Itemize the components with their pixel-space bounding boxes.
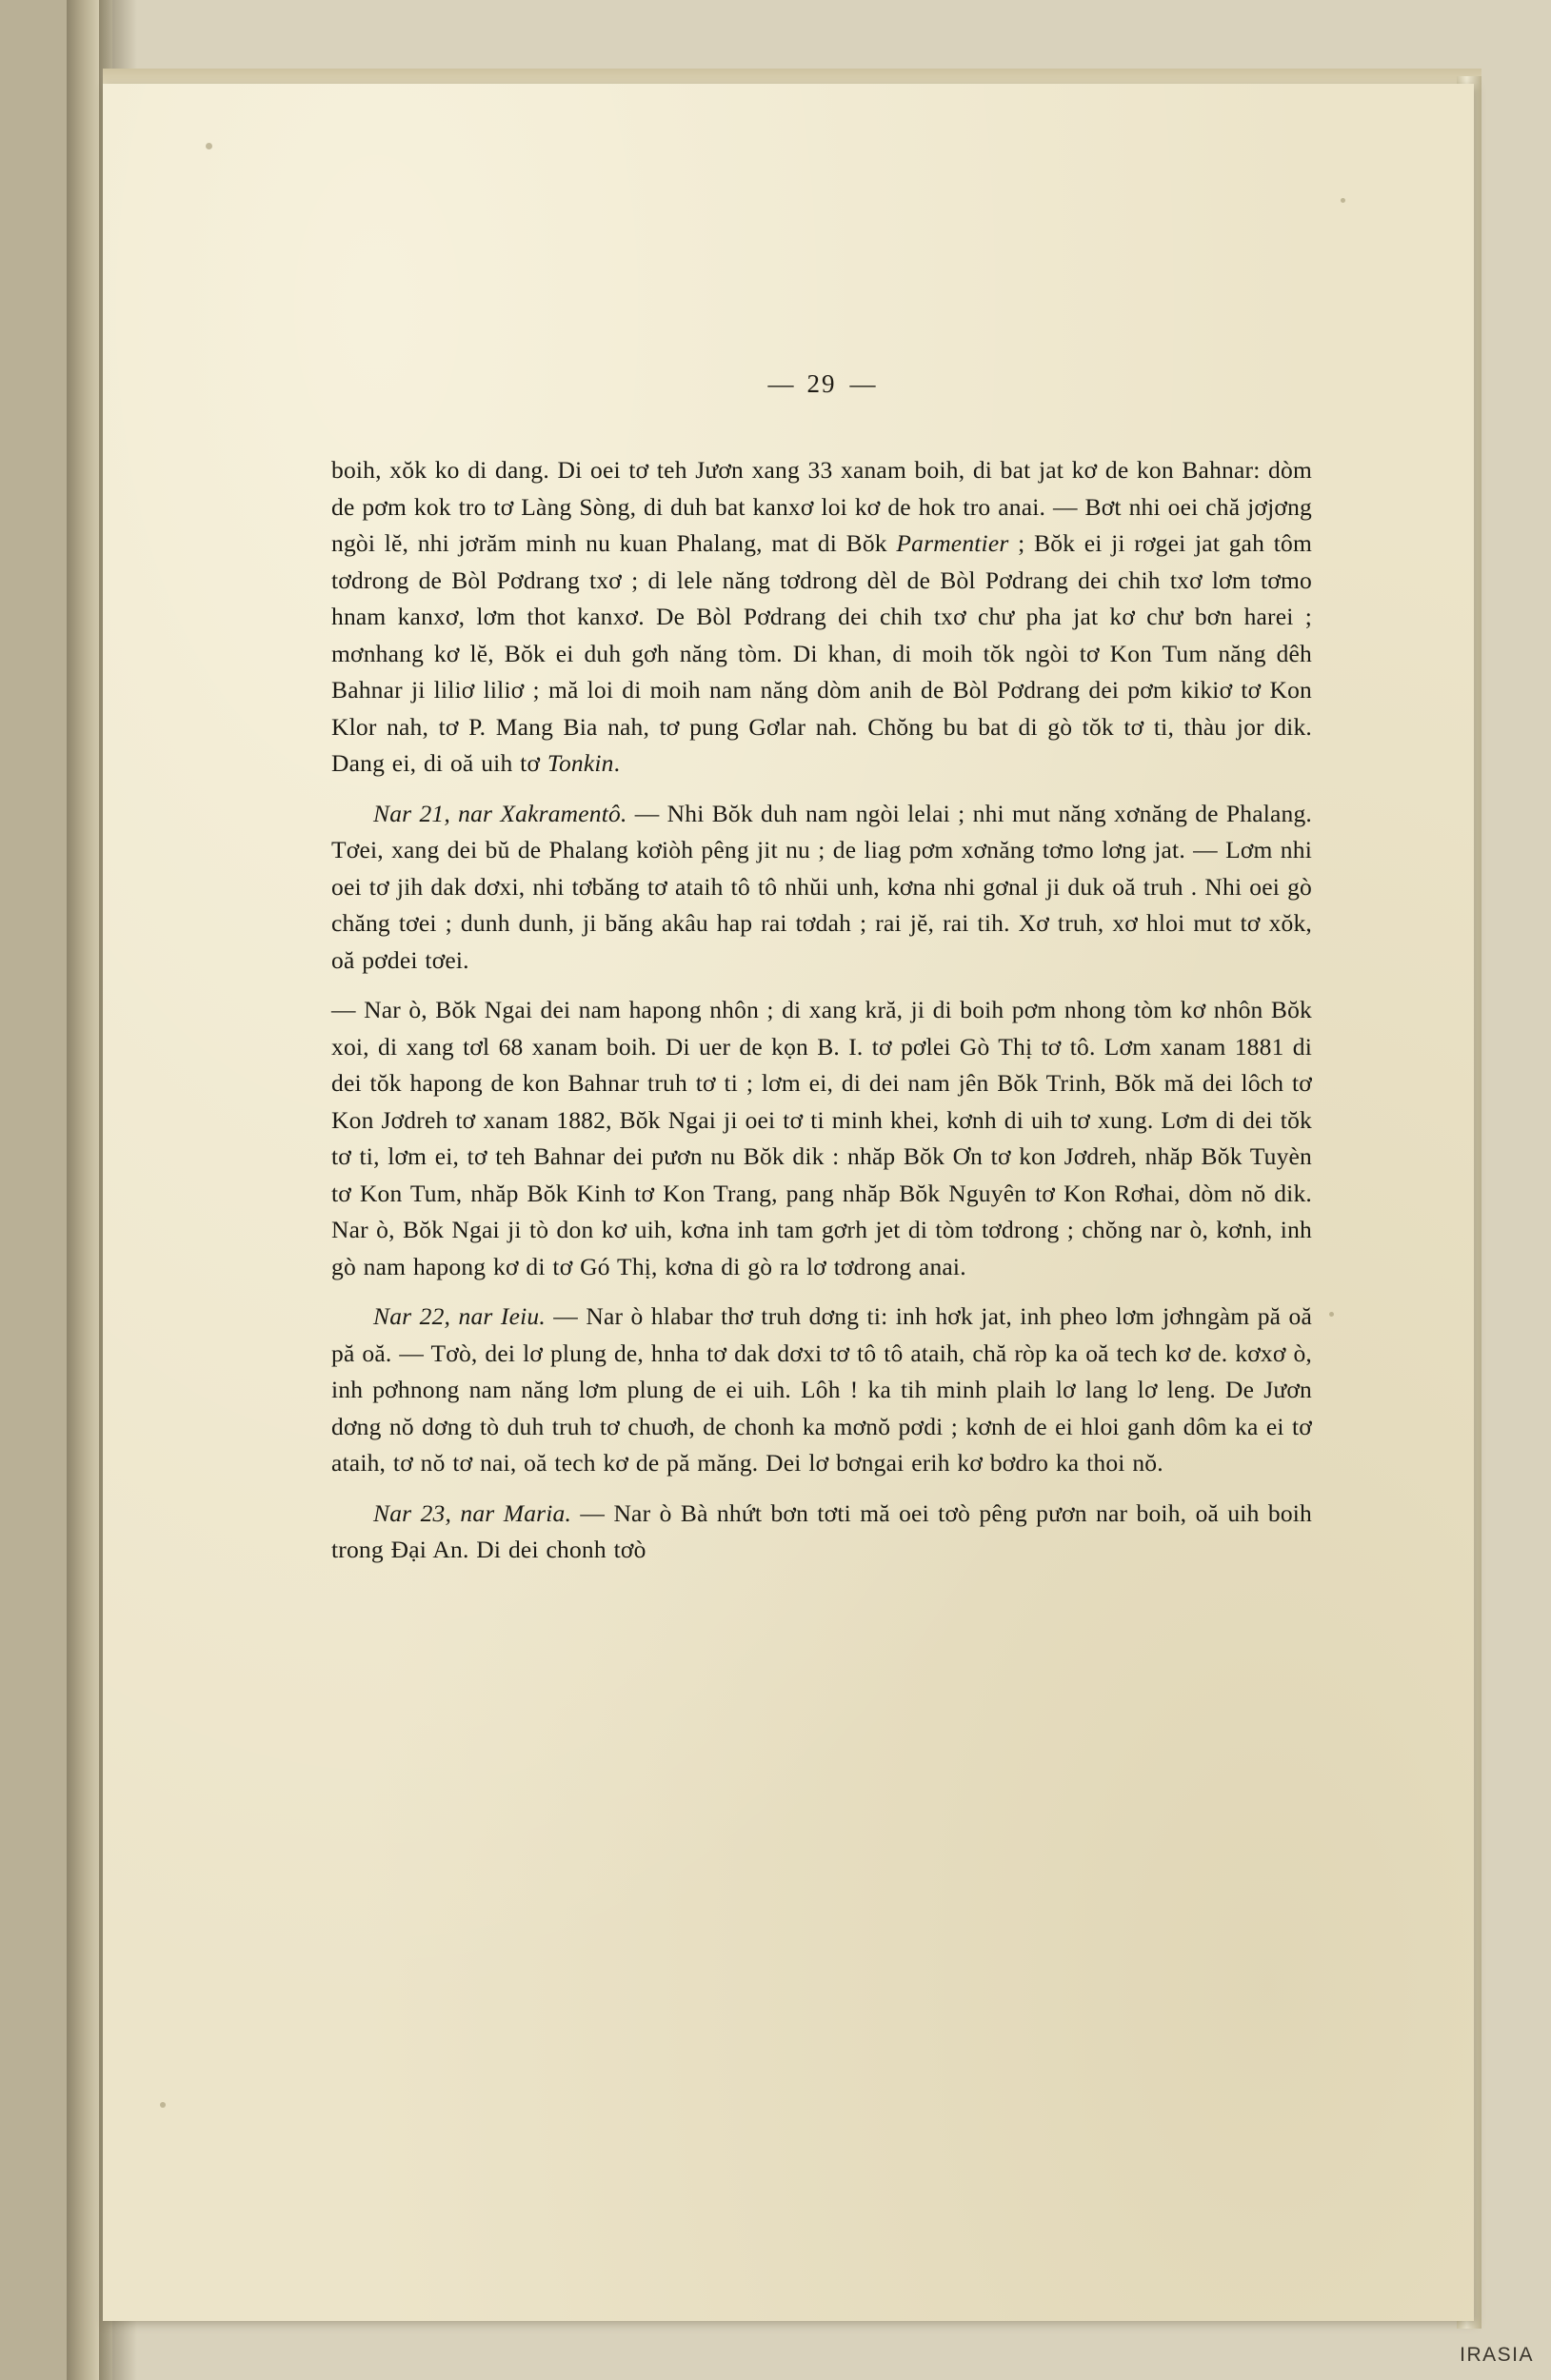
body-paragraph: Nar 23, nar Maria. — Nar ò Bà nhứt bơn tơti mă oei tơò pêng pươn nar boih, oă uih boih trong Đại An. Di dei chonh tơò <box>331 1498 1313 1563</box>
watermark-label: IRASIA <box>1460 2344 1534 2366</box>
paper-speck <box>1341 198 1345 203</box>
folio-dash-right: — <box>849 369 876 398</box>
body-paragraph: — Nar ò, Bŏk Ngai dei nam hapong nhôn ; di xang kră, ji di boih pơm nhong tòm kơ nhôn Bŏk xoi, di xang tơl 68 xanam boih. Di uer de kọn B. I. tơ pơlei Gò Thị tơ tô. Lơm xanam 1881 di dei tŏk hapong de kon Bahnar truh tơ ti ; lơm ei, di dei nam jên Bŏk Trinh, Bŏk mă dei lôch tơ Kon Jơdreh tơ xanam 1882, Bŏk Ngai ji oei tơ ti minh khei, kơnh di uih tơ xung. Lơm di dei tŏk tơ ti, lơm ei, tơ teh Bahnar dei pươn nu Bŏk dik : nhăp Bŏk Ơn tơ kon Jơdreh, nhăp Bŏk Tuyèn tơ Kon Tum, nhăp Bŏk Kinh tơ Kon Trang, pang nhăp Bŏk Nguyên tơ Kon Rơhai, dòm nŏ dik. Nar ò, Bŏk Ngai ji tò don kơ uih, kơna inh tam gơrh jet di tòm tơdrong ; chŏng nar ò, kơnh, inh gò nam hapong kơ di tơ Gó Thị, kơna di gò ra lơ tơdrong anai. <box>331 996 1312 1280</box>
page-folio <box>331 369 1312 399</box>
body-paragraph: boih, xŏk ko di dang. Di oei tơ teh Jươn xang 33 xanam boih, di bat jat kơ de kon Bahnar: dòm de pơm kok tro tơ Làng Sòng, di duh bat kanxơ loi kơ de hok tro anai. — Bơt nhi oei chă jơjơng ngòi lĕ, nhi jơrăm minh nu kuan Phalang, mat di Bŏk Parmentier ; Bŏk ei ji rơgei jat gah tôm tơdrong de Bòl Pơdrang txơ ; di lele năng tơdrong dèl de Bòl Pơdrang dei chih txơ lơm tơmo hnam kanxơ, lơm thot kanxơ. De Bòl Pơdrang dei chih txơ chư pha jat kơ chư bơn harei ; mơnhang kơ lĕ, Bŏk ei duh gơh năng tòm. Di khan, di moih tŏk ngòi tơ Kon Tum năng dêh Bahnar ji liliơ liliơ ; mă loi di moih nam năng dòm anih de Bòl Pơdrang dei pơm kikiơ tơ Kon Klor nah, tơ P. Mang Bia nah, tơ pung Gơlar nah. Chŏng bu bat di gò tŏk tơ ti, thàu jor dik. Dang ei, di oă uih tơ Tonkin. <box>331 456 1312 777</box>
folio-dash-left: — <box>767 369 794 398</box>
page-text-column <box>331 369 1312 1582</box>
paper-speck <box>1329 1312 1334 1317</box>
book-page <box>103 84 1474 2321</box>
paper-speck <box>160 2102 166 2108</box>
body-paragraph: Nar 21, nar Xakramentô. — Nhi Bŏk duh nam ngòi lelai ; nhi mut năng xơnăng de Phalang. Tơei, xang dei bŭ de Phalang kơiòh pêng jit nu ; de liag pơm xơnăng tơmo lơng jat. — Lơm nhi oei tơ jih dak dơxi, nhi tơbăng tơ ataih tô tô nhŭi unh, kơna nhi gơnal ji duk oă truh . Nhi oei gò chăng tơei ; dunh dunh, ji băng akâu hap rai tơdah ; rai jĕ, rai tih. Xơ truh, xơ hloi mut tơ xŏk, oă pơdei tơei. <box>331 799 1312 974</box>
folio-number: 29 <box>806 369 837 398</box>
paper-speck <box>206 143 212 149</box>
body-paragraph: Nar 22, nar Ieiu. — Nar ò hlabar thơ truh dơng ti: inh hơk jat, inh pheo lơm jơhngàm pă oă pă oă. — Tơò, dei lơ plung de, hnha tơ dak dơxi tơ tô tô ataih, chă ròp ka oă tech kơ de. kơxơ ò, inh pơhnong nam năng lơm plung de ei uih. Lôh ! ka tih minh plaih lơ lang lơ leng. De Jươn dơng nŏ dơng tò duh truh tơ chuơh, de chonh ka mơnŏ pơdi ; kơnh de ei hloi ganh dôm ka ei tơ ataih, tơ nŏ tơ nai, oă tech kơ de pă măng. Dei lơ bơngai erih kơ bơdro ka thoi nŏ. <box>331 1302 1313 1477</box>
